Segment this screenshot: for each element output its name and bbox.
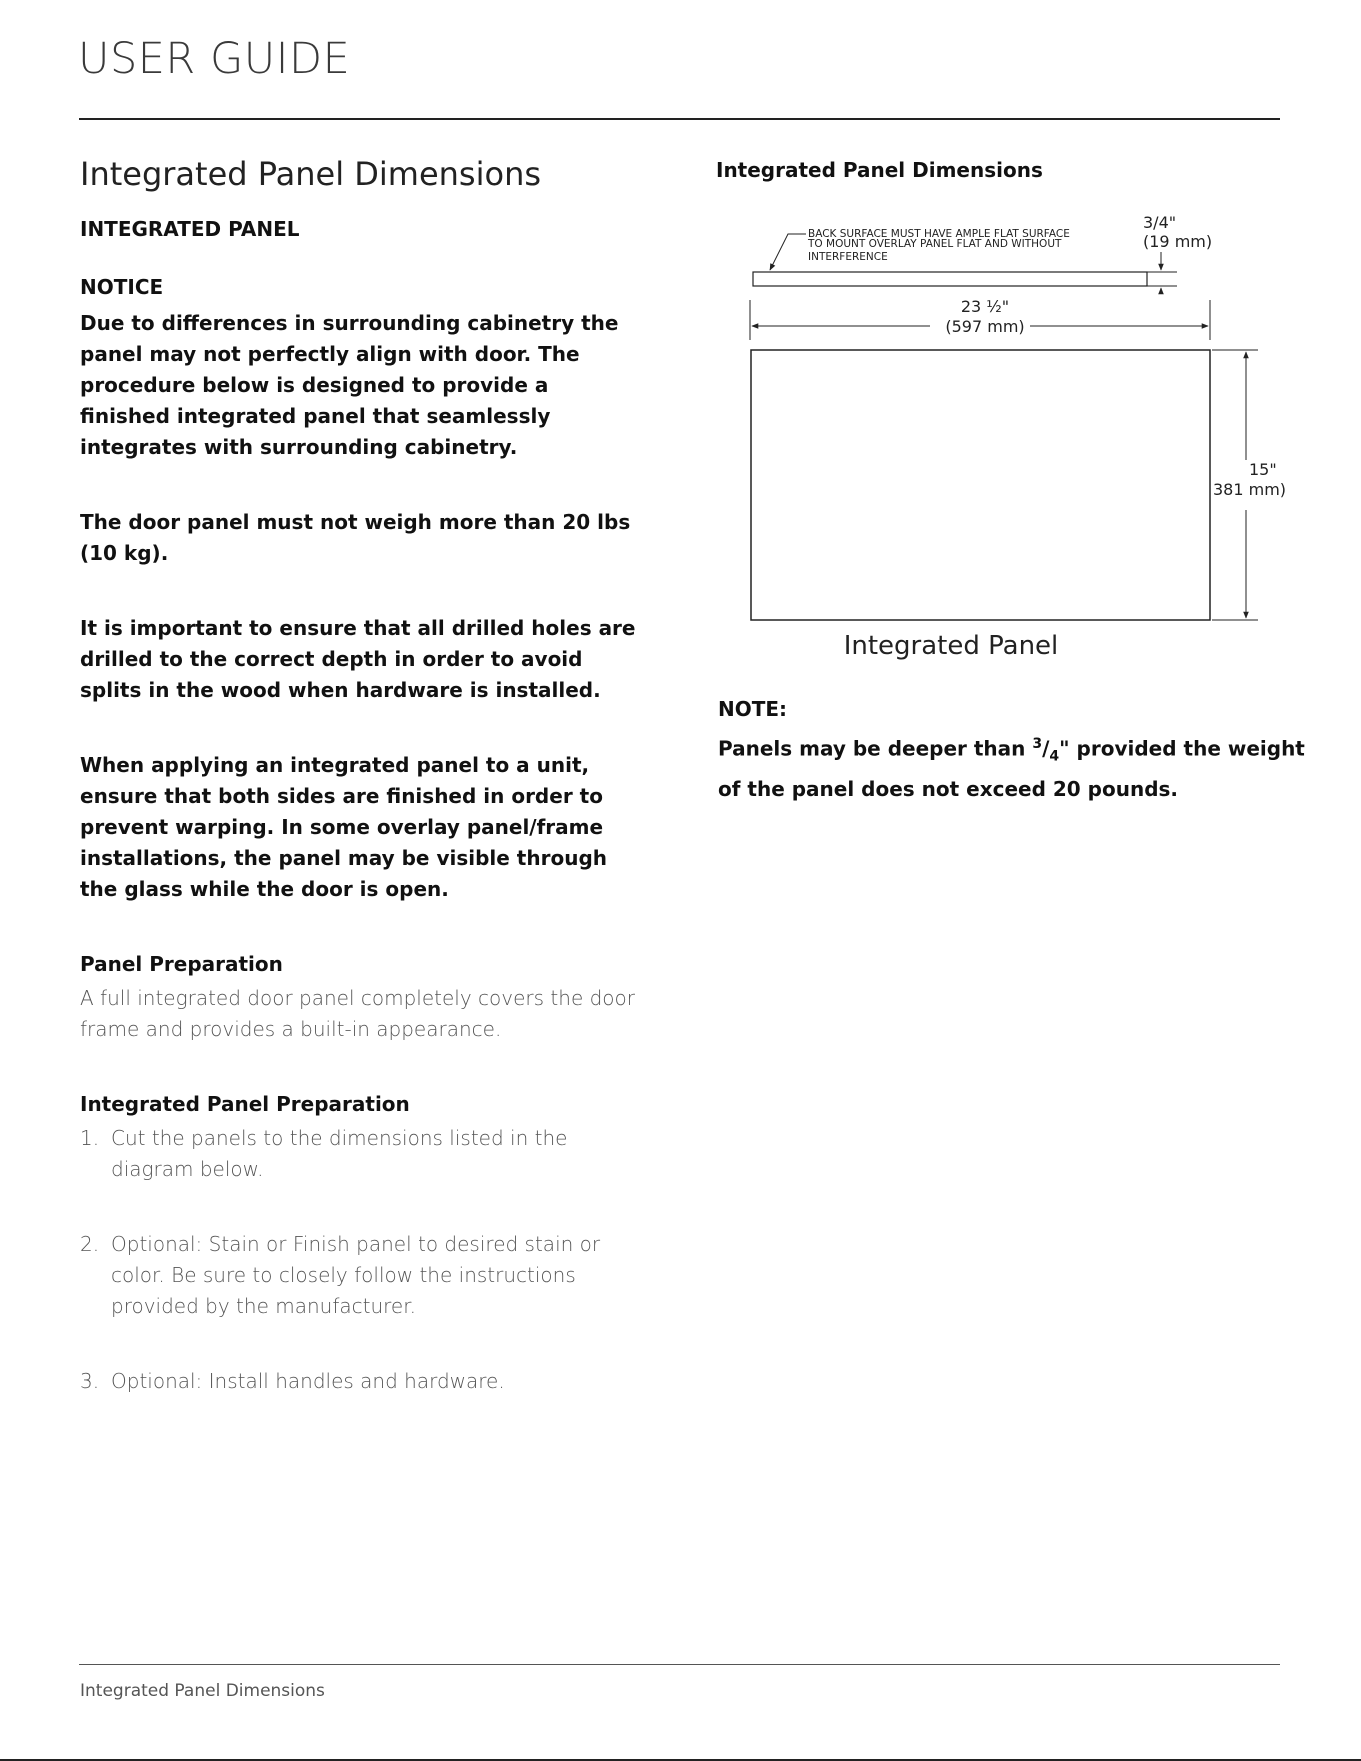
note-text: Panels may be deeper than $^3/_4$" provided the weight of the panel does not exceed 20 pounds. (718, 736, 1305, 801)
fraction-numerator: 3 (1032, 736, 1043, 752)
notice-paragraph: It is important to ensure that all drilled holes are drilled to the correct depth in order to avoid splits in the wood when hardware is installed. (80, 616, 636, 702)
step-number: 1. (80, 1126, 100, 1150)
header-divider (79, 118, 1280, 120)
diagram-caption: Integrated Panel (843, 631, 1059, 661)
footer-divider (79, 1664, 1280, 1665)
fraction-denominator: 4 (1049, 748, 1060, 765)
notice-paragraph: Due to differences in surrounding cabinetry the panel may not perfectly align with door. The procedure below is designed to provide a finished integrated panel that seamlessly integrates with surrounding cabinetry. (80, 311, 619, 459)
footer-text: Integrated Panel Dimensions (80, 1681, 325, 1701)
page-heading: Integrated Panel Dimensions (80, 155, 542, 193)
step-item (80, 1123, 640, 1185)
note-text-part: " provided the weight of the panel does not exceed 20 pounds. (718, 736, 1305, 801)
diagram-title: Integrated Panel Dimensions (716, 158, 1043, 182)
panel-preparation-text: A full integrated door panel completely covers the door frame and provides a built-in appearance. (80, 986, 635, 1041)
step-text: Optional: Install handles and hardware. (111, 1369, 505, 1393)
height-mm-label: 381 mm) (1213, 480, 1287, 499)
step-number: 3. (80, 1369, 100, 1393)
right-column (716, 155, 1316, 185)
integrated-panel-outline (751, 350, 1210, 620)
notice-heading: NOTICE (80, 275, 164, 299)
panel-dimension-diagram (710, 210, 1290, 670)
callout-line: INTERFERENCE (808, 251, 888, 263)
callout-line: TO MOUNT OVERLAY PANEL FLAT AND WITHOUT (808, 238, 1062, 250)
section-subheading: INTEGRATED PANEL (80, 217, 300, 241)
callout-leader-arrow (770, 234, 806, 270)
step-item (80, 1366, 640, 1397)
step-text: Cut the panels to the dimensions listed in the diagram below. (111, 1126, 568, 1181)
depth-inches-label: 3/4" (1143, 213, 1177, 232)
notice-paragraph: When applying an integrated panel to a unit, ensure that both sides are finished in order to prevent warping. In some overlay panel/frame installations, the panel may be visible through the glass while the door is open. (80, 753, 607, 901)
depth-mm-label: (19 mm) (1143, 232, 1213, 251)
step-text: Optional: Stain or Finish panel to desired stain or color. Be sure to closely follow the instructions provided by the manufacturer. (111, 1232, 601, 1318)
notice-paragraph: The door panel must not weigh more than 20 lbs (10 kg). (80, 510, 631, 565)
preparation-steps (80, 1123, 640, 1397)
step-number: 2. (80, 1232, 100, 1256)
note-text-part: Panels may be deeper than (718, 736, 1033, 761)
callout-line: BACK SURFACE MUST HAVE AMPLE FLAT SURFACE (808, 228, 1070, 240)
left-column (80, 150, 640, 1397)
note-heading: NOTE: (718, 697, 788, 721)
panel-side-edge (753, 272, 1147, 286)
step-item (80, 1229, 640, 1322)
guide-title: USER GUIDE (78, 34, 351, 84)
width-inches-label: 23 ½" (960, 297, 1010, 316)
width-mm-label: (597 mm) (945, 317, 1025, 336)
integrated-panel-preparation-heading: Integrated Panel Preparation (80, 1092, 410, 1116)
note-block (718, 694, 1318, 805)
height-inches-label: 15" (1249, 460, 1277, 479)
panel-preparation-heading: Panel Preparation (80, 952, 283, 976)
